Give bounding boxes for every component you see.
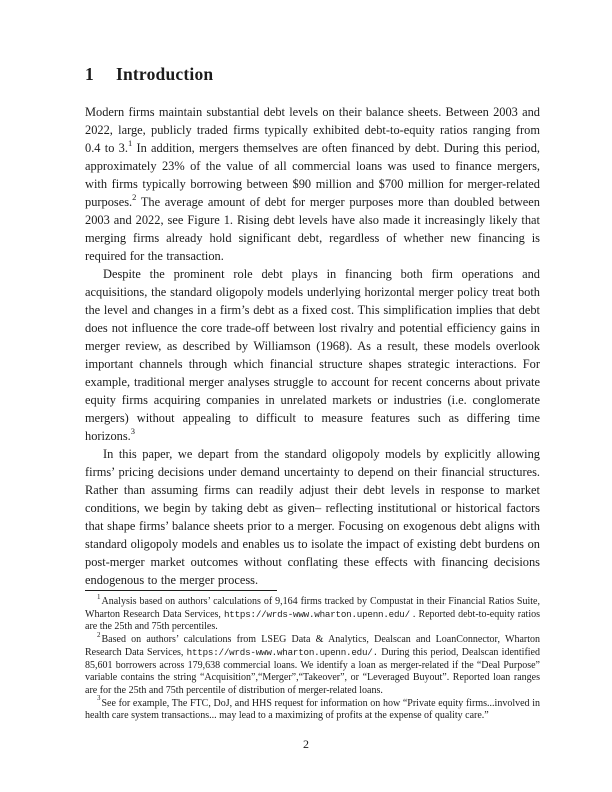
text-run: The average amount of debt for merger purposes more than doubled between 2003 and 2022, see Figure 1. Rising debt levels have also made it increasingly likely that merging firms already hold significant debt, regardless of whether new financing is required for the transaction. bbox=[85, 195, 540, 263]
body-paragraph-1 bbox=[85, 103, 540, 265]
body-paragraph-3 bbox=[85, 445, 540, 589]
text-run: In addition, mergers themselves are often financed by debt. During this period, approximately 23% of the value of all commercial loans was used to finance mergers, with firms typically borrowing between $90 million and $700 million for merger-related purposes. bbox=[85, 141, 540, 209]
footnote-reference-mark: 1 bbox=[127, 137, 133, 148]
section-number: 1 bbox=[85, 64, 94, 84]
footnote-2 bbox=[85, 630, 540, 698]
url-text: https://wrds-www.wharton.upenn.edu/ bbox=[223, 608, 410, 620]
page-content bbox=[85, 64, 540, 589]
section-heading bbox=[85, 64, 540, 85]
footnote-1 bbox=[85, 592, 540, 634]
text-run: In this paper, we depart from the standard oligopoly models by explicitly allowing firms’ pricing decisions under demand uncertainty to depend on their financial structures. Rather than assuming firms can readily adjust their debt levels in response to market conditions, we begin by taking debt as given– reflecting institutional or historical factors that shape firms’ balance sheets prior to a merger. Focusing on exogenous debt aligns with standard oligopoly models and enables us to isolate the impact of existing debt burdens on post-merger market outcomes without conflating these effects with financing decisions endogenous to the merger process. bbox=[85, 447, 540, 587]
text-run: Based on authors’ calculations from LSEG Data & Analytics, Dealscan and LoanConnector, Wharton Research Data Services, bbox=[85, 634, 540, 658]
footnote-reference-mark: 3 bbox=[130, 425, 136, 436]
footnote-marker-2: 2 bbox=[97, 630, 101, 639]
footnote-area bbox=[85, 590, 540, 723]
url-text: https://wrds-www.wharton.upenn.edu/. bbox=[186, 646, 378, 658]
footnote-2-text bbox=[85, 634, 540, 696]
text-run: Modern firms maintain substantial debt levels on their balance sheets. Between 2003 and 2022, large, publicly traded firms typically exhibited debt-to-equity ratios ranging from 0.4 to 3. bbox=[85, 105, 540, 155]
text-run: See for example, The FTC, DoJ, and HHS request for information on how “Private equity firms...involved in health care system transactions... may lead to a maximizing of profits at the expense of quality care.” bbox=[85, 697, 540, 722]
text-run: . Reported debt-to-equity ratios are the 25th and 75th percentiles. bbox=[85, 608, 540, 633]
footnote-marker-3: 3 bbox=[97, 694, 101, 703]
page-number: 2 bbox=[303, 737, 309, 751]
footnote-reference-mark: 2 bbox=[132, 191, 137, 202]
text-run: During this period, Dealscan identified 85,601 borrowers across 179,638 commercial loans. We identify a loan as merger-related if the “Deal Purpose” variable contains the string “Acquisition”,“Merger”,“Takeover”, or “Leveraged Buyout”. Reported loan ranges are for the 25th and 75th percentile of distribution of merger-related loans. bbox=[85, 646, 540, 696]
text-run: Despite the prominent role debt plays in financing both firm operations and acquisitions, the standard oligopoly models underlying horizontal merger policy treat both the level and changes in a firm’s debt as a fixed cost. This simplification implies that debt does not influence the core trade-off between lost rivalry and potential efficiency gains in merger review, as described by Williamson (1968). As a result, these models overlook important channels through which financial structure shapes strategic interactions. For example, traditional merger analyses struggle to account for recent concerns about private equity firms acquiring companies in unrelated markets or industries (i.e. conglomerate mergers) without appealing to difficult to measure features such as differing time horizons. bbox=[85, 267, 540, 443]
footnote-3-text bbox=[85, 698, 540, 722]
footnote-marker-1: 1 bbox=[97, 592, 101, 601]
text-run: Analysis based on authors’ calculations of 9,164 firms tracked by Compustat in their Financial Ratios Suite, Wharton Research Data Services, bbox=[85, 596, 540, 620]
section-title: Introduction bbox=[115, 64, 214, 84]
footnote-3 bbox=[85, 694, 540, 723]
body-paragraph-2 bbox=[85, 265, 540, 445]
footnote-1-text bbox=[85, 596, 540, 632]
footnote-rule bbox=[85, 590, 277, 591]
